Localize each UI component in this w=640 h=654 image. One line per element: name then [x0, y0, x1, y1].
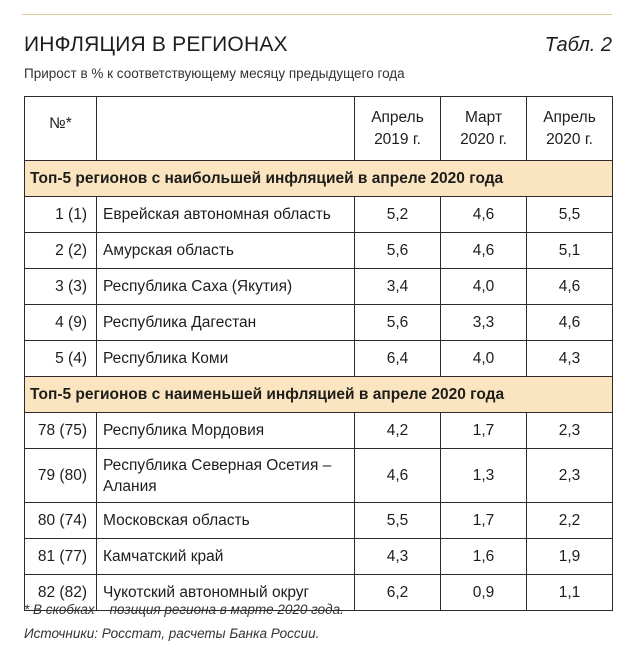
region-cell: Чукотский автономный округ: [97, 575, 355, 611]
value-mar-2020: 1,7: [441, 503, 527, 539]
value-apr-2019: 6,2: [355, 575, 441, 611]
table-row: [25, 503, 613, 539]
value-apr-2019: 4,6: [355, 449, 441, 503]
rank-cell: 4 (9): [25, 305, 97, 341]
section-title: Топ-5 регионов с наибольшей инфляцией в апреле 2020 года: [25, 161, 613, 197]
region-cell: Республика Коми: [97, 341, 355, 377]
table-row: [25, 449, 613, 503]
rank-cell: 82 (82): [25, 575, 97, 611]
rank-cell: 3 (3): [25, 269, 97, 305]
table-row: [25, 269, 613, 305]
value-apr-2020: 2,3: [527, 413, 613, 449]
value-mar-2020: 1,7: [441, 413, 527, 449]
col-header-num: №*: [25, 97, 97, 161]
value-mar-2020: 4,6: [441, 233, 527, 269]
top-rule: [22, 14, 612, 15]
header-row: [25, 97, 613, 161]
value-apr-2020: 5,1: [527, 233, 613, 269]
table-subtitle: Прирост в % к соответствующему месяцу предыдущего года: [24, 66, 405, 81]
value-mar-2020: 4,0: [441, 269, 527, 305]
value-mar-2020: 1,3: [441, 449, 527, 503]
value-apr-2019: 5,2: [355, 197, 441, 233]
value-apr-2019: 4,2: [355, 413, 441, 449]
value-mar-2020: 3,3: [441, 305, 527, 341]
value-apr-2019: 4,3: [355, 539, 441, 575]
table-row: [25, 197, 613, 233]
region-cell: Амурская область: [97, 233, 355, 269]
value-apr-2020: 1,1: [527, 575, 613, 611]
table-row: [25, 233, 613, 269]
value-mar-2020: 4,6: [441, 197, 527, 233]
value-apr-2019: 5,5: [355, 503, 441, 539]
col-header-mar-2020: [441, 97, 527, 161]
col-header-apr-2020: [527, 97, 613, 161]
col-header-apr-2020-line1: Апрель: [543, 108, 596, 126]
value-mar-2020: 0,9: [441, 575, 527, 611]
col-header-mar-2020-line1: Март: [464, 108, 503, 126]
region-cell: Республика Саха (Якутия): [97, 269, 355, 305]
table-row: [25, 413, 613, 449]
value-apr-2020: 4,6: [527, 269, 613, 305]
value-apr-2019: 3,4: [355, 269, 441, 305]
title-row: [24, 33, 612, 57]
col-header-mar-2020-line2: 2020 г.: [460, 130, 507, 148]
col-header-apr-2019: [355, 97, 441, 161]
region-cell: Еврейская автономная область: [97, 197, 355, 233]
table-row: [25, 305, 613, 341]
col-header-apr-2020-line2: 2020 г.: [546, 130, 593, 148]
col-header-apr-2019-line1: Апрель: [371, 108, 424, 126]
rank-cell: 78 (75): [25, 413, 97, 449]
rank-cell: 79 (80): [25, 449, 97, 503]
col-header-region: [97, 97, 355, 161]
col-header-apr-2019-line2: 2019 г.: [374, 130, 421, 148]
value-apr-2020: 1,9: [527, 539, 613, 575]
value-apr-2019: 5,6: [355, 233, 441, 269]
table-row: [25, 341, 613, 377]
rank-cell: 81 (77): [25, 539, 97, 575]
value-apr-2019: 5,6: [355, 305, 441, 341]
table-title: ИНФЛЯЦИЯ В РЕГИОНАХ: [24, 33, 288, 56]
section-title: Топ-5 регионов с наименьшей инфляцией в апреле 2020 года: [25, 377, 613, 413]
section-header-highest: [25, 161, 613, 197]
value-apr-2019: 6,4: [355, 341, 441, 377]
region-cell: Московская область: [97, 503, 355, 539]
rank-cell: 1 (1): [25, 197, 97, 233]
value-apr-2020: 4,3: [527, 341, 613, 377]
table-label: Табл. 2: [544, 34, 612, 56]
sources: Источники: Росстат, расчеты Банка России.: [24, 626, 320, 641]
inflation-table: [24, 96, 613, 611]
rank-cell: 80 (74): [25, 503, 97, 539]
rank-cell: 2 (2): [25, 233, 97, 269]
value-apr-2020: 5,5: [527, 197, 613, 233]
footnote: * В скобках – позиция региона в марте 2020 года.: [24, 602, 344, 617]
region-cell: Камчатский край: [97, 539, 355, 575]
notes: [24, 598, 344, 646]
value-apr-2020: 4,6: [527, 305, 613, 341]
region-cell: Республика Мордовия: [97, 413, 355, 449]
section-header-lowest: [25, 377, 613, 413]
value-apr-2020: 2,3: [527, 449, 613, 503]
value-mar-2020: 4,0: [441, 341, 527, 377]
table-row: [25, 539, 613, 575]
rank-cell: 5 (4): [25, 341, 97, 377]
value-mar-2020: 1,6: [441, 539, 527, 575]
region-cell: Республика Дагестан: [97, 305, 355, 341]
value-apr-2020: 2,2: [527, 503, 613, 539]
region-cell: Республика Северная Осетия – Алания: [97, 449, 355, 503]
